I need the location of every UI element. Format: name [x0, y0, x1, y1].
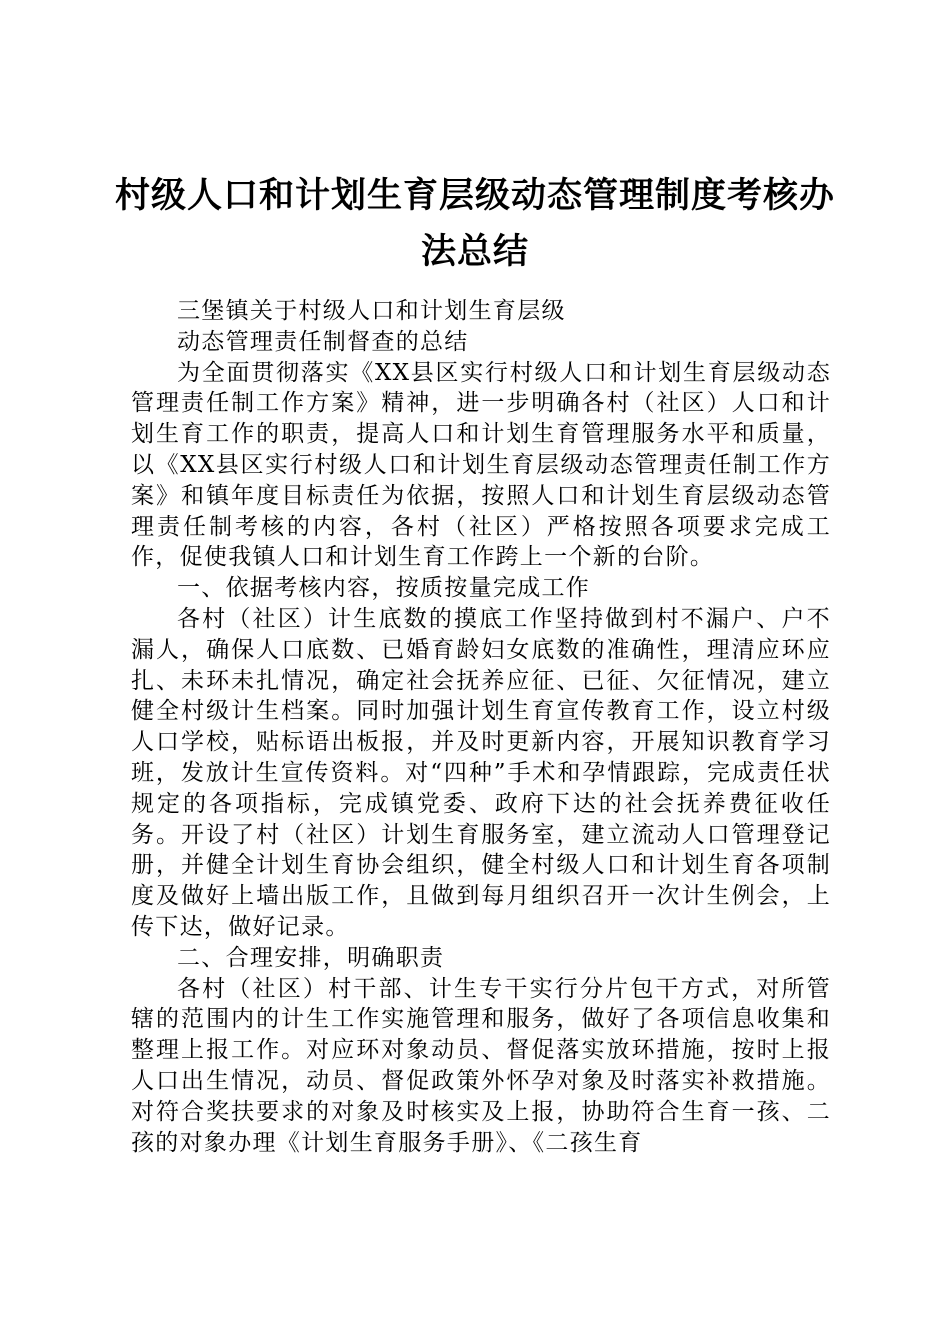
section-heading-1: 一、依据考核内容，按质按量完成工作 [177, 575, 591, 602]
document-body [131, 296, 831, 1158]
subtitle-line-1: 三堡镇关于村级人口和计划生育层级 [177, 298, 566, 324]
subtitle-line-2: 动态管理责任制督查的总结 [177, 328, 469, 355]
intro-paragraph: 为全面贯彻落实《XX县区实行村级人口和计划生育层级动态管理责任制工作方案》精神，进一步明确各村（社区）人口和计划生育工作的职责，提高人口和计划生育管理服务水平和质量，以《XX县区实行村级人口和计划生育层级动态管理责任制工作方案》和镇年度目标责任为依据，按照人口和计划生育层级动态管理责任制考核的内容，各村（社区）严格按照各项要求完成工作，促使我镇人口和计划生育工作跨上一个新的台阶。 [131, 359, 831, 571]
section-1-paragraph: 各村（社区）计生底数的摸底工作坚持做到村不漏户、户不漏人，确保人口底数、已婚育龄妇女底数的准确性，理清应环应扎、未环未扎情况，确定社会抚养应征、已征、欠征情况，建立健全村级计生档案。同时加强计划生育宣传教育工作，设立村级人口学校，贴标语出板报，并及时更新内容，开展知识教育学习班，发放计生宣传资料。对“四种”手术和孕情跟踪，完成责任状规定的各项指标，完成镇党委、政府下达的社会抚养费征收任务。开设了村（社区）计划生育服务室，建立流动人口管理登记册，并健全计划生育协会组织，健全村级人口和计划生育各项制度及做好上墙出版工作，且做到每月组织召开一次计生例会，上传下达，做好记录。 [131, 605, 831, 940]
document-title: 村级人口和计划生育层级动态管理制度考核办法总结 [114, 176, 835, 272]
section-2-paragraph: 各村（社区）村干部、计生专干实行分片包干方式，对所管辖的范围内的计生工作实施管理和服务，做好了各项信息收集和整理上报工作。对应环对象动员、督促落实放环措施，按时上报人口出生情况，动员、督促政策外怀孕对象及时落实补救措施。对符合奖扶要求的对象及时核实及上报，协助符合生育一孩、二孩的对象办理《计划生育服务手册》、《二孩生育 [131, 975, 831, 1156]
section-heading-2: 二、合理安排，明确职责 [177, 944, 445, 971]
